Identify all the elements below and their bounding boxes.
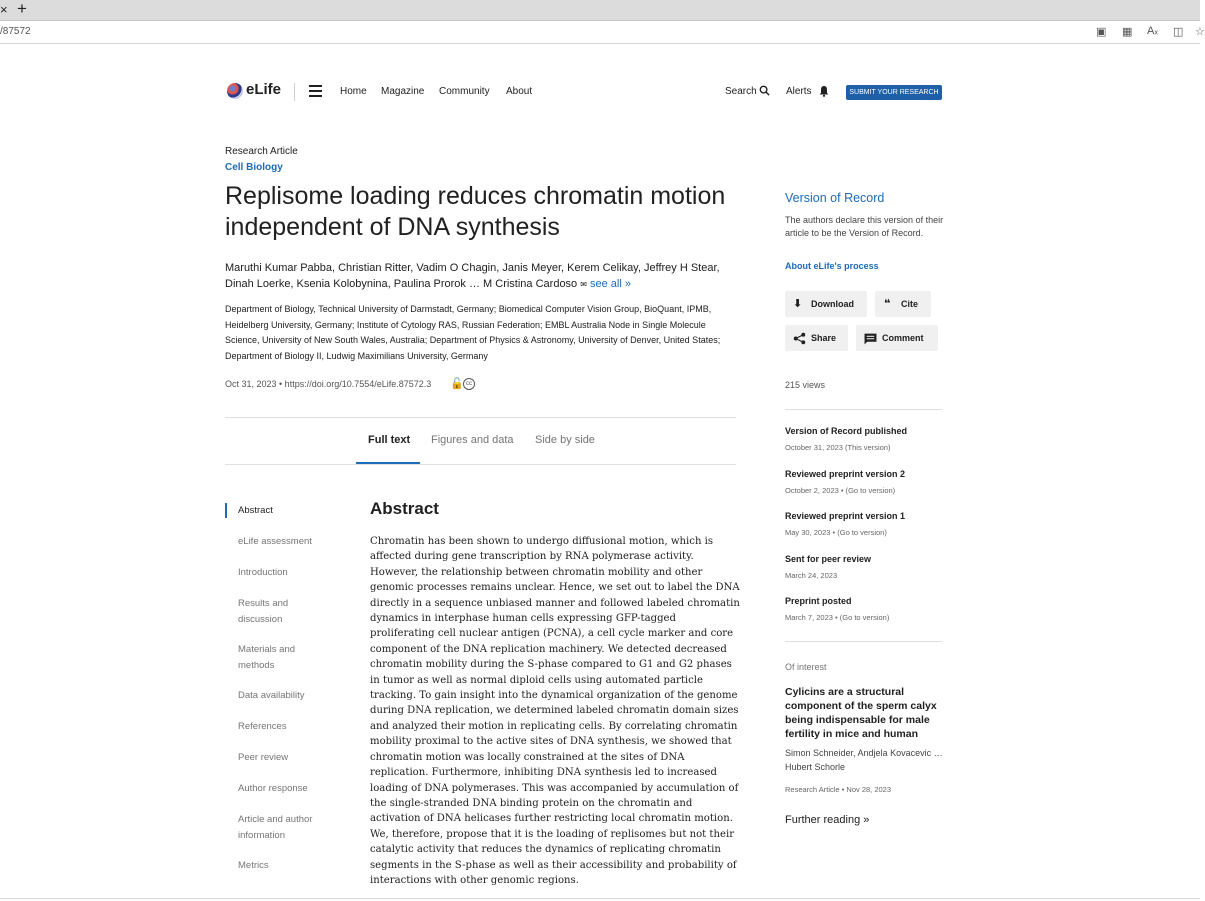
cite-button[interactable] <box>875 291 931 317</box>
history-item-date[interactable]: October 2, 2023 • (Go to version) <box>785 486 896 495</box>
sidebar-divider <box>785 641 942 642</box>
page-bottom-border <box>0 898 1200 899</box>
article-type: Research Article <box>225 146 298 157</box>
address-bar[interactable] <box>0 21 1205 44</box>
sidenav-item-references[interactable]: References <box>238 721 287 732</box>
alerts-link[interactable]: Alerts <box>786 86 812 97</box>
nav-magazine[interactable]: Magazine <box>381 86 425 97</box>
close-tab-icon[interactable]: × <box>0 2 8 17</box>
sidenav-item-results[interactable]: Results and discussion <box>238 598 289 625</box>
sidenav-item-author-response[interactable]: Author response <box>238 783 308 794</box>
comment-label: Comment <box>882 333 924 343</box>
elife-logo-icon[interactable] <box>227 83 243 99</box>
share-button[interactable] <box>785 325 848 351</box>
sidenav-item-abstract[interactable]: Abstract <box>238 505 273 516</box>
sidenav-item-peer-review[interactable]: Peer review <box>238 752 289 763</box>
comment-button[interactable] <box>856 325 938 351</box>
further-reading-link[interactable]: Further reading » <box>785 814 870 826</box>
cite-label: Cite <box>901 299 919 309</box>
related-article-authors: Simon Schneider, Andjela Kovacevic … Hubert Schorle <box>785 748 943 772</box>
history-item-date: October 31, 2023 (This version) <box>785 443 891 452</box>
qr-code-icon[interactable]: ▦ <box>1122 26 1133 38</box>
history-item-title: Version of Record published <box>785 426 908 436</box>
history-item-title: Sent for peer review <box>785 554 872 564</box>
download-icon: ⬇ <box>793 298 803 310</box>
history-item-title: Reviewed preprint version 2 <box>785 469 906 479</box>
open-access-icon: 🔓 <box>450 378 464 390</box>
split-screen-icon[interactable]: ◫ <box>1173 26 1184 38</box>
views-count: 215 views <box>785 380 826 390</box>
abstract-text: Chromatin has been shown to undergo diffusional motion, which is affected during gene transcription by RNA polymerase activity. However, the relationship between chromatin mobility and other genomic processes remains unclear. Hence, we set out to label the DNA directly in a sequence unbiased manner and followed labeled chromatin dynamics in interphase human cells expressing GFP-tagged proliferating cell nuclear antigen (PCNA), a cell cycle marker and core component of the DNA replication machinery. We detected decreased chromatin mobility during the S-phase compared to G1 and G2 phases in tumor as well as normal diploid cells using automated particle tracking. To gain insight into the dynamical organization of the genome during DNA replication, we determined labeled chromatin domain sizes and analyzed their motion in replicating cells. By correlating chromatin mobility proximal to the active sites of DNA synthesis, we showed that chromatin motion was locally constrained at the sites of DNA replication. Furthermore, inhibiting DNA synthesis led to increased loading of DNA polymerases. This was accompanied by accumulation of the single-stranded DNA binding protein on the chromatin and activation of DNA helicases further restricting local chromatin motion. We, therefore, propose that it is the loading of replisomes but not their catalytic activity that reduces the dynamics of replicating chromatin segments in the S-phase as well as their accessibility and probability of interactions with other genomic regions. <box>370 536 740 886</box>
history-item-date[interactable]: May 30, 2023 • (Go to version) <box>785 528 887 537</box>
browser-tab-bar <box>0 0 1200 21</box>
history-item-title: Preprint posted <box>785 596 852 606</box>
tabs-divider-bottom <box>225 464 736 465</box>
search-icon[interactable] <box>759 85 770 96</box>
sidenav-active-indicator <box>225 503 227 518</box>
download-label: Download <box>811 299 854 309</box>
nav-community[interactable]: Community <box>439 86 490 97</box>
author-list <box>225 261 740 292</box>
subject-link[interactable]: Cell Biology <box>225 162 283 173</box>
nav-home[interactable]: Home <box>340 86 367 97</box>
tab-side-by-side[interactable]: Side by side <box>535 434 595 446</box>
related-article-meta: Research Article • Nov 28, 2023 <box>785 785 892 794</box>
comment-icon <box>864 333 877 345</box>
nav-about[interactable]: About <box>506 86 533 97</box>
new-tab-button[interactable]: + <box>17 0 27 18</box>
sidenav-item-introduction[interactable]: Introduction <box>238 567 288 578</box>
publication-info[interactable]: Oct 31, 2023 • https://doi.org/10.7554/eLife.87572.3 <box>225 379 432 389</box>
about-elife-process-link[interactable]: About eLife's process <box>785 261 879 271</box>
elife-logo-text[interactable]: eLife <box>246 81 282 98</box>
hamburger-menu-icon[interactable] <box>309 85 322 97</box>
email-icon[interactable]: ✉ <box>580 279 587 289</box>
version-of-record-description: The authors declare this version of their article to be the Version of Record. <box>785 215 944 238</box>
bell-icon[interactable] <box>818 85 830 97</box>
article-title: Replisome loading reduces chromatin motion independent of DNA synthesis <box>225 182 726 241</box>
history-item-title: Reviewed preprint version 1 <box>785 511 906 521</box>
version-of-record-title: Version of Record <box>785 191 885 205</box>
read-aloud-icon[interactable]: Aₓ <box>1147 25 1158 37</box>
authors-text[interactable]: Maruthi Kumar Pabba, Christian Ritter, Vadim O Chagin, Janis Meyer, Kerem Celikay, Jeffrey H Stear, Dinah Loerke, Ksenia Kolobynina, Paulina Prorok … M Cristina Cardoso <box>225 262 720 290</box>
see-all-authors-link[interactable]: see all » <box>590 277 631 290</box>
tab-figures-and-data[interactable]: Figures and data <box>431 434 514 446</box>
submit-research-button[interactable]: SUBMIT YOUR RESEARCH <box>846 85 942 100</box>
share-label: Share <box>811 333 837 343</box>
related-article-title[interactable]: Cylicins are a structural component of the sperm calyx being indispensable for male fertility in mice and human <box>785 686 937 740</box>
share-icon <box>793 332 806 345</box>
history-item-date[interactable]: March 7, 2023 • (Go to version) <box>785 613 890 622</box>
header-divider <box>294 83 295 101</box>
history-item-date: March 24, 2023 <box>785 571 838 580</box>
creative-commons-icon: cc <box>463 378 475 390</box>
abstract-heading: Abstract <box>370 499 439 518</box>
sidenav-item-data-availability[interactable]: Data availability <box>238 690 305 701</box>
sidenav-item-metrics[interactable]: Metrics <box>238 860 269 871</box>
of-interest-heading: Of interest <box>785 662 827 672</box>
sidenav-item-elife-assessment[interactable]: eLife assessment <box>238 536 312 547</box>
tab-full-text[interactable]: Full text <box>368 434 411 446</box>
sidenav-item-methods[interactable]: Materials and methods <box>238 644 296 671</box>
affiliations: Department of Biology, Technical University of Darmstadt, Germany; Biomedical Computer Vision Group, BioQuant, IPMB, Heidelberg University, Germany; Institute of Cytology RAS, Russian Federation; EMBL Australia Node in Single Molecule Science, University of New South Wales, Australia; Department of Physics & Astronomy, University of Denver, United States; Department of Biology II, Ludwig Maximilians University, Germany <box>225 304 721 361</box>
favorites-icon[interactable]: ☆ <box>1195 26 1205 38</box>
sidenav-item-article-info[interactable]: Article and author information <box>238 814 313 841</box>
reading-view-icon[interactable]: ▣ <box>1096 26 1107 38</box>
download-button[interactable] <box>785 291 867 317</box>
sidebar-divider <box>785 409 942 410</box>
search-link[interactable]: Search <box>725 86 757 97</box>
url-text[interactable]: /87572 <box>0 26 31 37</box>
quote-icon: ❝ <box>884 298 891 310</box>
tabs-divider-top <box>225 417 736 418</box>
